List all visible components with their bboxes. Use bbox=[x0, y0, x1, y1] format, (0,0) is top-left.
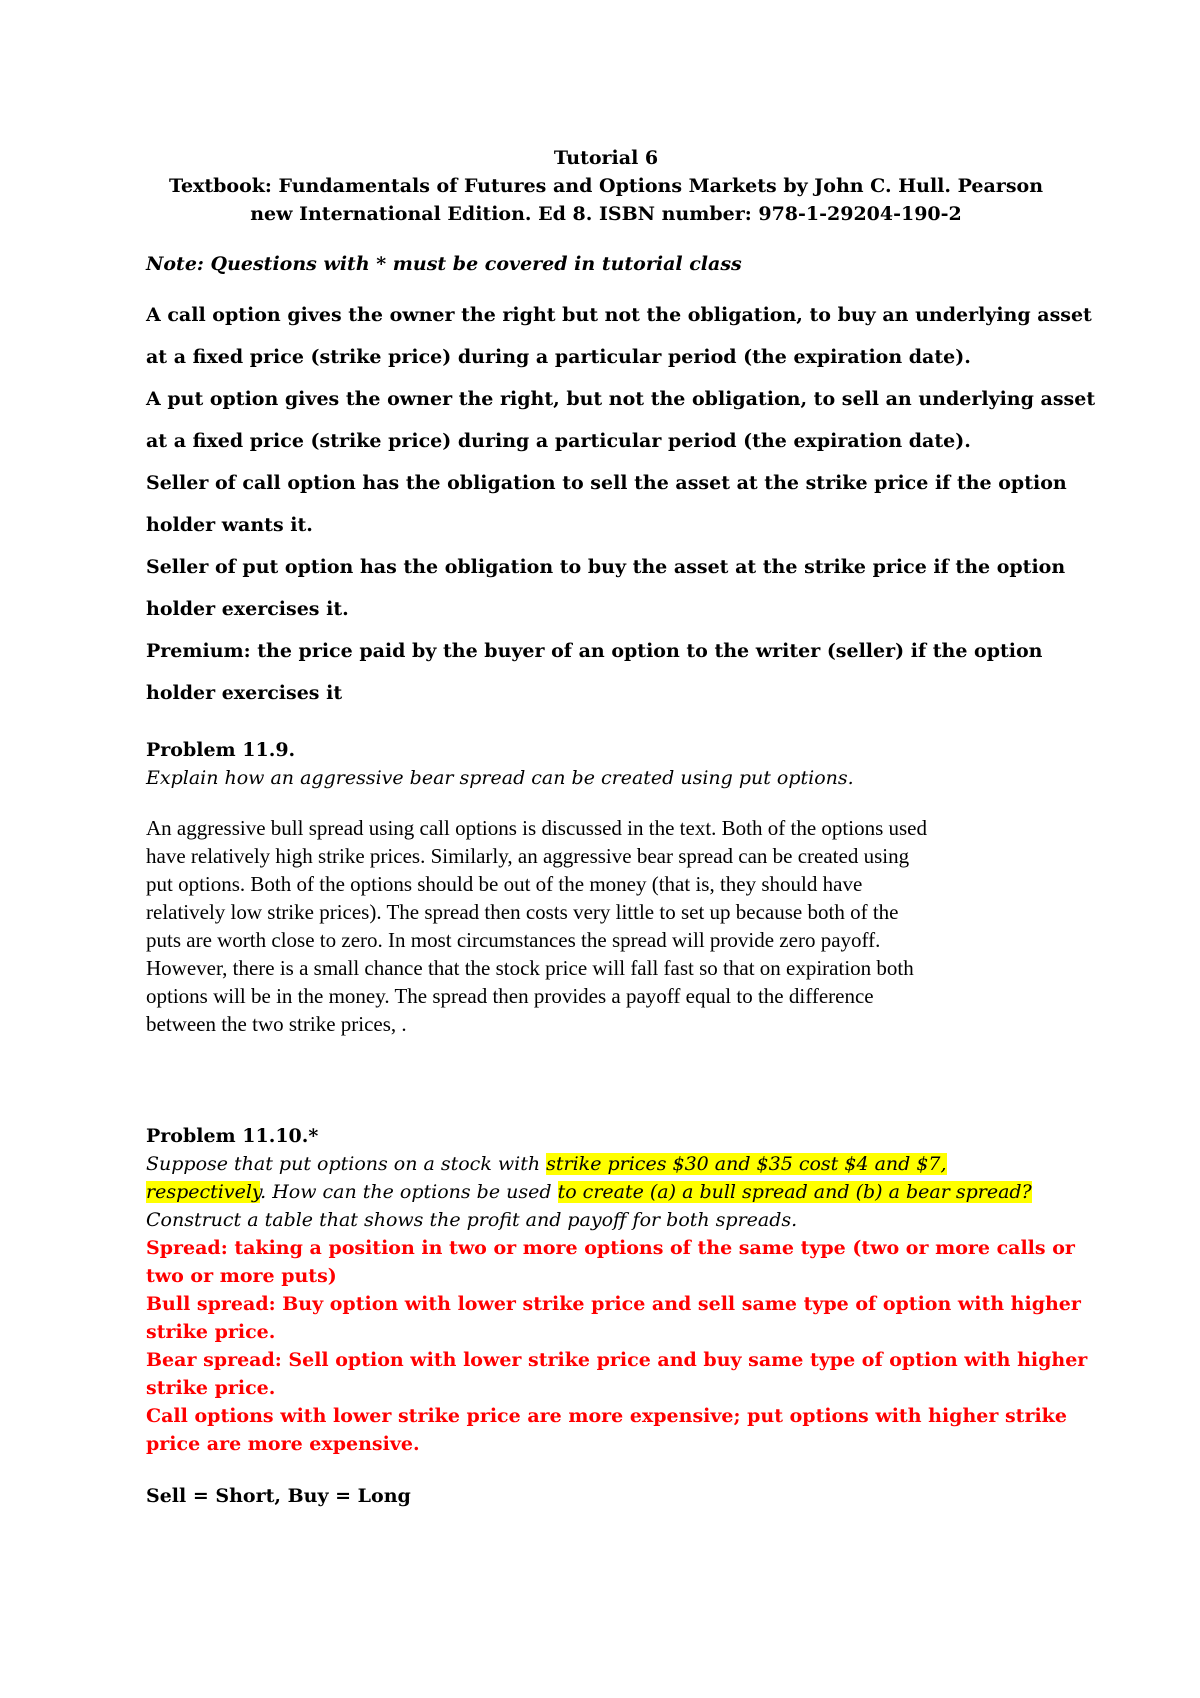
answer-line: have relatively high strike prices. Similarly, an aggressive bear spread can be created using bbox=[146, 844, 910, 868]
problem-title: Problem 11.10.* bbox=[146, 1125, 319, 1147]
tutorial-note: Note: Questions with * must be covered in tutorial class bbox=[146, 253, 742, 275]
sell-buy-note: Sell = Short, Buy = Long bbox=[146, 1485, 411, 1507]
red-line: Bear spread: Sell option with lower strike price and buy same type of option with higher bbox=[146, 1349, 1088, 1371]
problem-answer bbox=[146, 814, 1066, 1038]
question-text: Construct a table that shows the profit and payoff for both spreads. bbox=[146, 1209, 798, 1231]
definitions bbox=[146, 294, 1096, 714]
textbook-line-2: new International Edition. Ed 8. ISBN number: 978-1-29204-190-2 bbox=[250, 203, 962, 225]
problem-question bbox=[146, 1150, 1066, 1234]
highlighted-text: strike prices $30 and $35 cost $4 and $7, bbox=[546, 1153, 947, 1175]
tutorial-title: Tutorial 6 bbox=[553, 147, 659, 169]
definition-line: Seller of call option has the obligation to sell the asset at the strike price if the option bbox=[146, 472, 1067, 494]
answer-line: relatively low strike prices). The spread then costs very little to set up because both of the bbox=[146, 900, 899, 924]
definition-line: holder wants it. bbox=[146, 514, 313, 536]
red-line: Bull spread: Buy option with lower strike price and sell same type of option with higher bbox=[146, 1293, 1081, 1315]
problem-11-9 bbox=[146, 736, 1066, 1038]
highlighted-text: to create (a) a bull spread and (b) a bear spread? bbox=[557, 1181, 1032, 1203]
red-line: strike price. bbox=[146, 1377, 276, 1399]
red-line: strike price. bbox=[146, 1321, 276, 1343]
red-line: Spread: taking a position in two or more options of the same type (two or more calls or bbox=[146, 1237, 1075, 1259]
definition-line: A put option gives the owner the right, but not the obligation, to sell an underlying asset bbox=[146, 388, 1096, 410]
definition-line: Premium: the price paid by the buyer of an option to the writer (seller) if the option bbox=[146, 640, 1043, 662]
definition-line: Seller of put option has the obligation to buy the asset at the strike price if the option bbox=[146, 556, 1066, 578]
title-block bbox=[146, 144, 1066, 228]
question-text: Suppose that put options on a stock with bbox=[146, 1153, 547, 1175]
textbook-line-1: Textbook: Fundamentals of Futures and Options Markets by John C. Hull. Pearson bbox=[168, 175, 1044, 197]
highlighted-text: respectively bbox=[146, 1181, 261, 1203]
red-line: Call options with lower strike price are more expensive; put options with higher strike bbox=[146, 1405, 1067, 1427]
problem-title: Problem 11.9. bbox=[146, 739, 296, 761]
definition-line: at a fixed price (strike price) during a particular period (the expiration date). bbox=[146, 346, 971, 368]
definition-line: at a fixed price (strike price) during a particular period (the expiration date). bbox=[146, 430, 971, 452]
question-text: . How can the options be used bbox=[260, 1181, 558, 1203]
red-line: price are more expensive. bbox=[146, 1433, 420, 1455]
red-line: two or more puts) bbox=[146, 1265, 337, 1287]
answer-line: options will be in the money. The spread then provides a payoff equal to the difference bbox=[146, 984, 874, 1008]
problem-11-10 bbox=[146, 1122, 1088, 1510]
problem-question: Explain how an aggressive bear spread can be created using put options. bbox=[146, 767, 854, 789]
answer-line: puts are worth close to zero. In most circumstances the spread will provide zero payoff. bbox=[146, 928, 881, 952]
answer-line: between the two strike prices, . bbox=[146, 1012, 407, 1036]
definition-line: holder exercises it. bbox=[146, 598, 349, 620]
answer-line: put options. Both of the options should be out of the money (that is, they should have bbox=[146, 872, 863, 896]
answer-line: However, there is a small chance that the stock price will fall fast so that on expiration both bbox=[146, 956, 914, 980]
spread-definitions bbox=[146, 1234, 1088, 1458]
document-content bbox=[146, 144, 1096, 1510]
definition-line: holder exercises it bbox=[146, 682, 343, 704]
definition-line: A call option gives the owner the right but not the obligation, to buy an underlying asset bbox=[146, 304, 1092, 326]
answer-line: An aggressive bull spread using call options is discussed in the text. Both of the options used bbox=[146, 816, 927, 840]
